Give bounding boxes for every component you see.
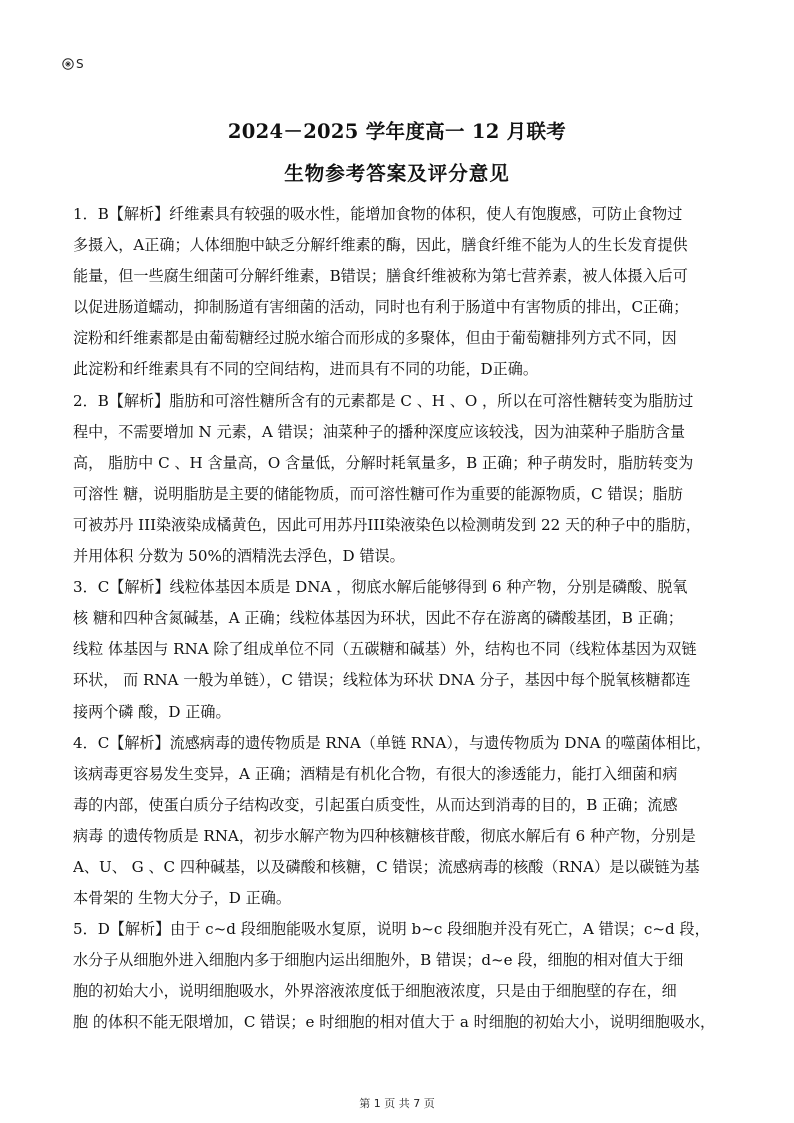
answer-line: 水分子从细胞外进入细胞内多于细胞内运出细胞外，B 错误；d~e 段，细胞的相对值大于细 (73, 951, 684, 970)
logo-emblem-icon (62, 58, 74, 70)
answer-line: 可溶性 糖，说明脂肪是主要的储能物质，而可溶性糖可作为重要的能源物质，C 错误；脂肪 (73, 484, 683, 503)
answer-item-4 (73, 728, 741, 915)
answer-line: 淀粉和纤维素都是由葡萄糖经过脱水缩合而形成的多聚体，但由于葡萄糖排列方式不同，因 (73, 329, 677, 348)
answer-line: 高， 脂肪中 C 、H 含量高，O 含量低，分解时耗氧量多，B 正确；种子萌发时，脂肪转变为 (73, 453, 694, 472)
answer-line: 胞 的体积不能无限增加，C 错误；e 时细胞的相对值大于 a 时细胞的初始大小，说明细胞吸水， (73, 1013, 716, 1032)
answer-list (73, 199, 741, 1039)
answer-line: 本骨架的 生物大分子，D 正确。 (73, 889, 291, 908)
answer-line: 1．B【解析】纤维素具有较强的吸水性，能增加食物的体积，使人有饱腹感，可防止食物过 (73, 205, 683, 223)
answer-line: 多摄入，A正确；人体细胞中缺乏分解纤维素的酶，因此，膳食纤维不能为人的生长发育提供 (73, 236, 688, 255)
page-subtitle: 生物参考答案及评分意见 (284, 162, 510, 185)
answer-line: 能量，但一些腐生细菌可分解纤维素，B错误；膳食纤维被称为第七营养素，被人体摄入后可 (73, 267, 688, 286)
answer-line: 环状， 而 RNA 一般为单链），C 错误；线粒体为环状 DNA 分子，基因中每个脱氧核糖都连 (73, 671, 691, 690)
answer-line: 核 糖和四种含氮碱基，A 正确；线粒体基因为环状，因此不存在游离的磷酸基团，B 正确； (73, 609, 683, 628)
answer-item-5 (73, 914, 741, 1038)
answer-line: 2．B【解析】脂肪和可溶性糖所含有的元素都是 C 、H 、O ，所以在可溶性糖转变为脂肪过 (73, 391, 694, 410)
answer-line: 并用体积 分数为 50%的酒精洗去浮色，D 错误。 (73, 547, 405, 566)
publisher-logo (62, 57, 84, 71)
answer-item-2 (73, 386, 741, 573)
answer-line: 线粒 体基因与 RNA 除了组成单位不同（五碳糖和碱基）外，结构也不同（线粒体基因为双链 (73, 640, 697, 659)
answer-line: 胞的初始大小，说明细胞吸水，外界溶液浓度低于细胞液浓度，只是由于细胞壁的存在，细 (73, 982, 677, 1001)
answer-line: 5．D【解析】由于 c~d 段细胞能吸水复原，说明 b~c 段细胞并没有死亡，A 错误；c~d 段， (73, 920, 710, 939)
answer-line: 该病毒更容易发生变异，A 正确；酒精是有机化合物，有很大的渗透能力，能打入细菌和病 (73, 764, 678, 783)
answer-line: 接两个磷 酸，D 正确。 (73, 702, 231, 721)
answer-line: 病毒 的遗传物质是 RNA，初步水解产物为四种核糖核苷酸，彻底水解后有 6 种产物，分别是 (73, 826, 696, 845)
answer-line: 此淀粉和纤维素具有不同的空间结构，进而具有不同的功能，D正确。 (73, 360, 538, 379)
page-title: 2024－2025 学年度高一 12 月联考 (227, 120, 567, 143)
answer-line: 可被苏丹 III染液染成橘黄色，因此可用苏丹III染液染色以检测萌发到 22 天的种子中的脂肪， (73, 515, 701, 534)
answer-line: 4．C【解析】流感病毒的遗传物质是 RNA（单链 RNA），与遗传物质为 DNA 的噬菌体相比， (73, 733, 712, 752)
logo-text: S (76, 57, 84, 71)
answer-line: 毒的内部，使蛋白质分子结构改变，引起蛋白质变性，从而达到消毒的目的，B 正确；流感 (73, 795, 678, 814)
answer-line: A、U、 G 、C 四种碱基，以及磷酸和核糖，C 错误；流感病毒的核酸（RNA）是以碳链为基 (73, 857, 700, 876)
answer-line: 3．C【解析】线粒体基因本质是 DNA ，彻底水解后能够得到 6 种产物，分别是磷酸、脱氧 (73, 578, 688, 597)
page-number: 第 1 页 共 7 页 (359, 1097, 435, 1110)
answer-item-1 (73, 199, 741, 386)
answer-item-3 (73, 572, 741, 727)
answer-line: 程中，不需要增加 N 元素，A 错误；油菜种子的播种深度应该较浅，因为油菜种子脂肪含量 (73, 422, 686, 441)
answer-line: 以促进肠道蠕动，抑制肠道有害细菌的活动，同时也有利于肠道中有害物质的排出，C正确； (73, 298, 689, 317)
